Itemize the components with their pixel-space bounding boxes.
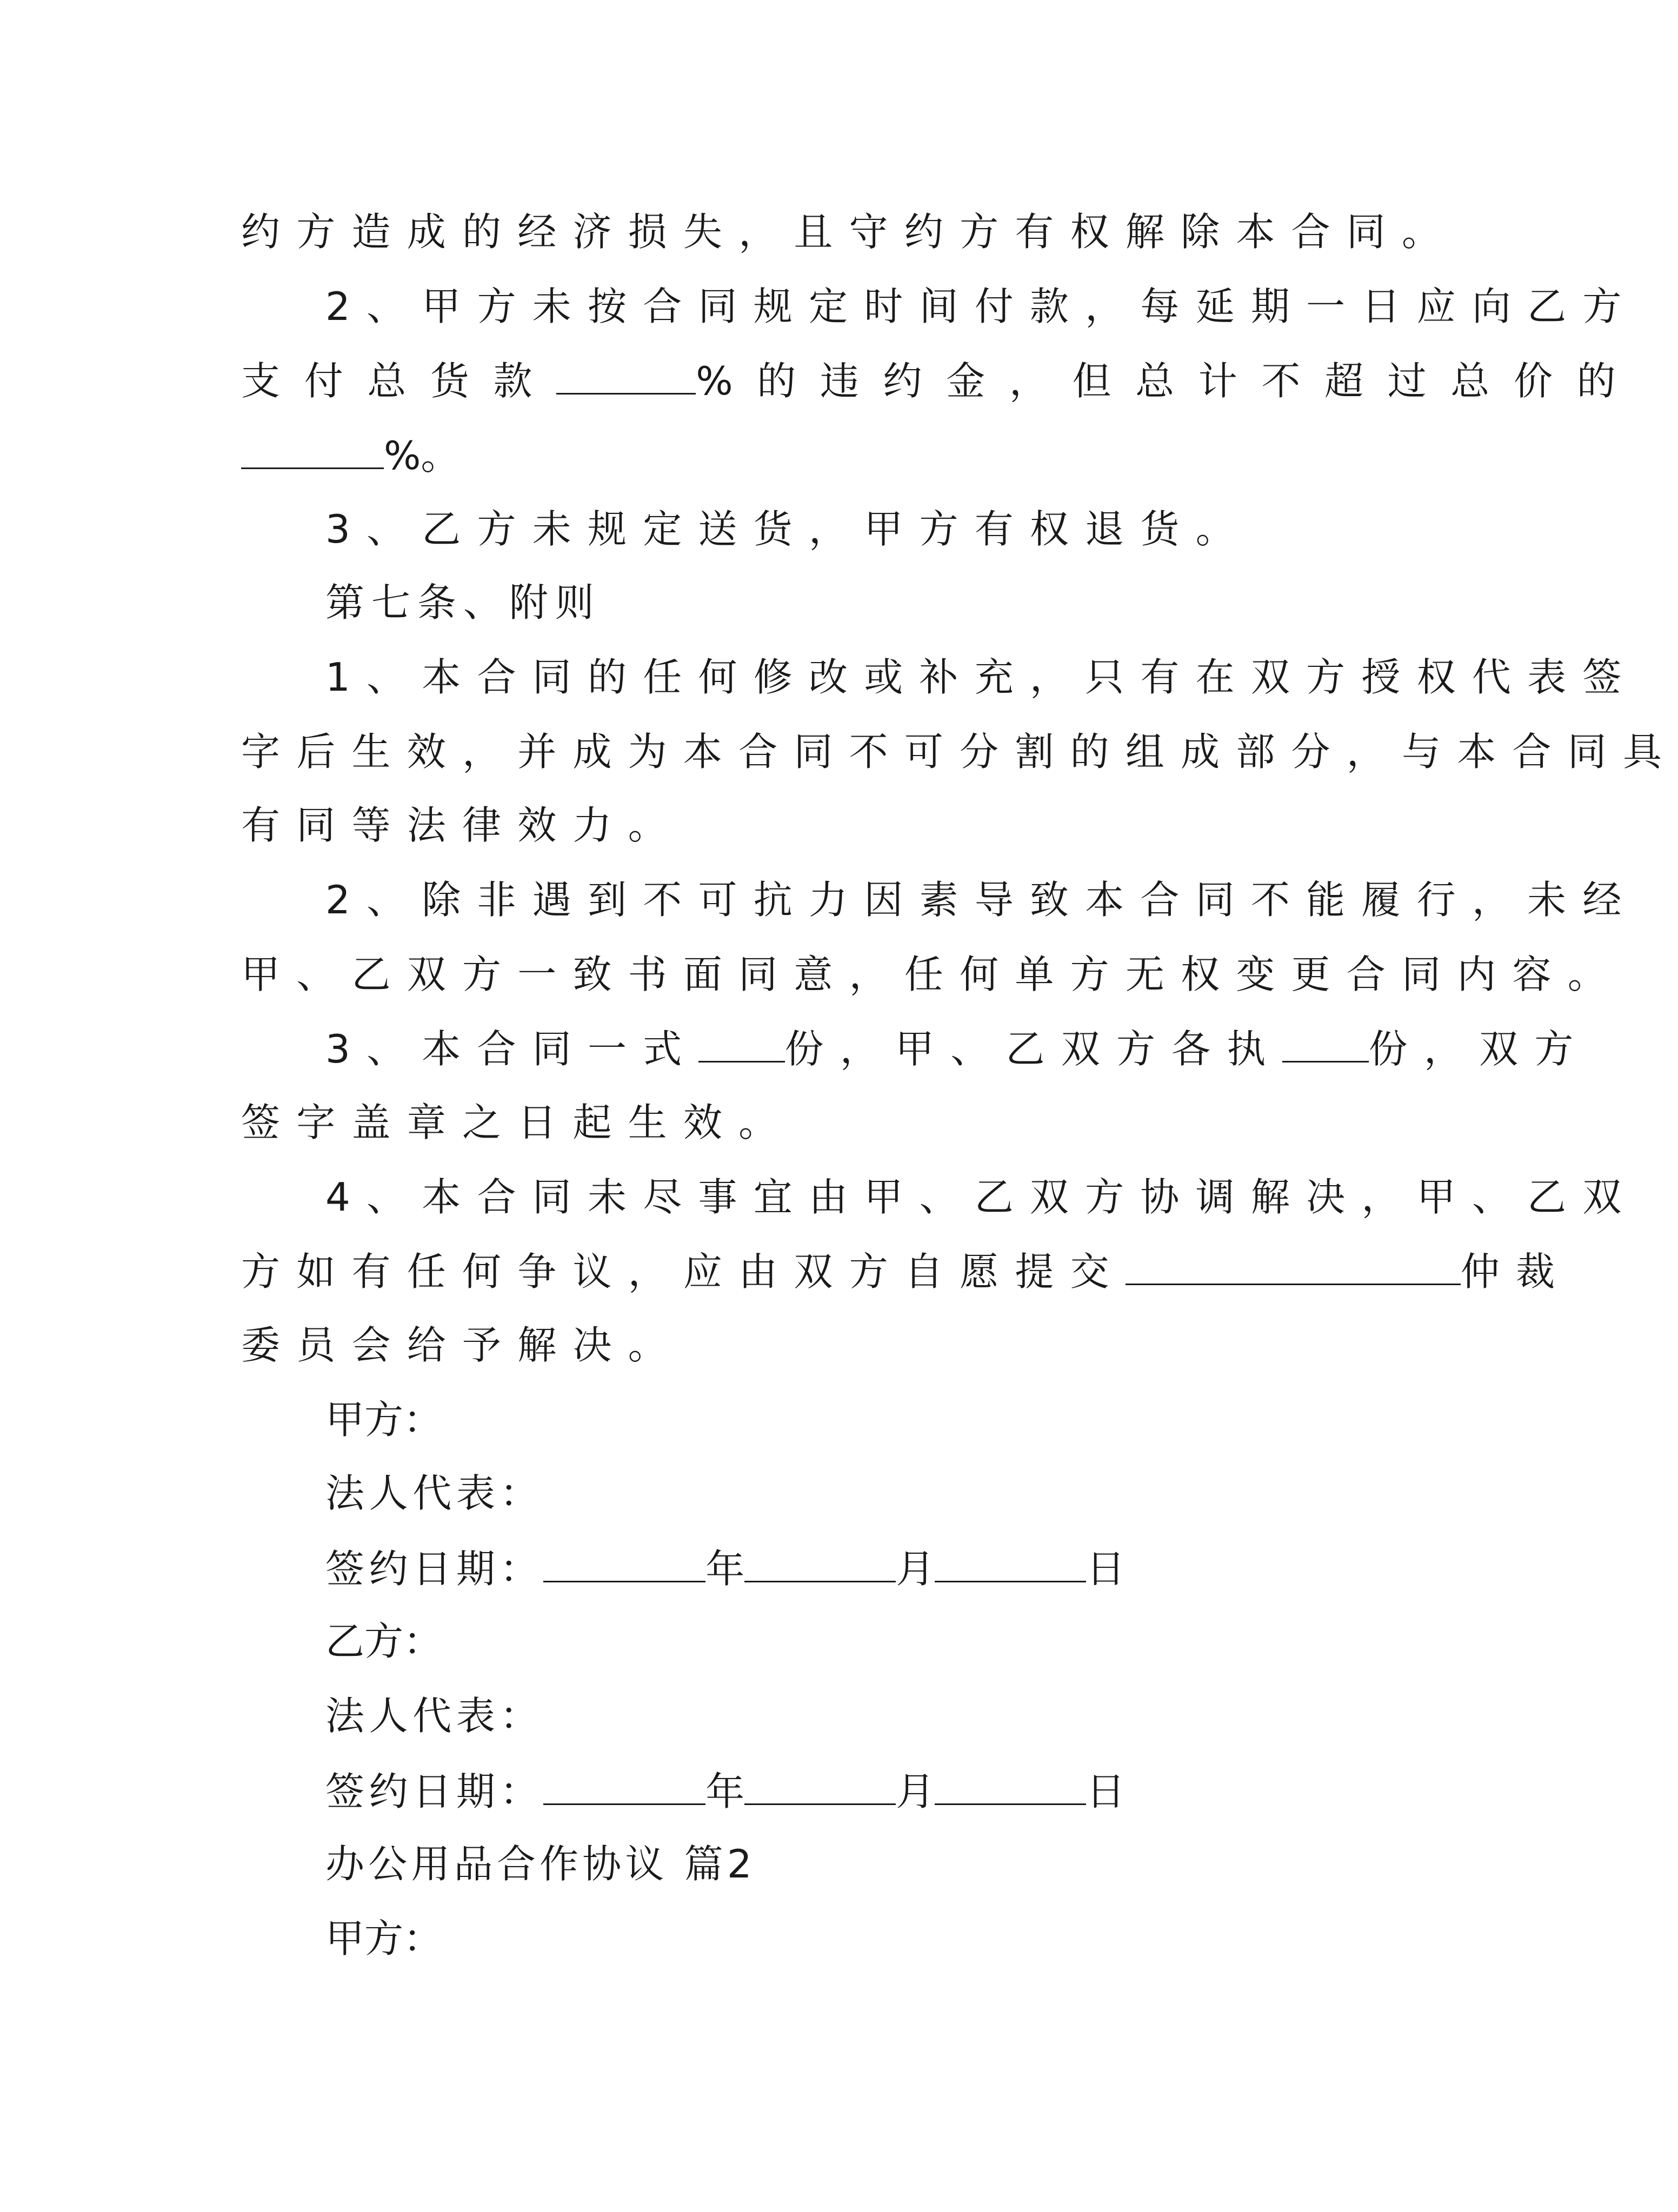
article-7-heading: 第七条、附则	[325, 580, 601, 625]
fill-blank-month[interactable]	[744, 1771, 896, 1805]
clause-2-line-1: 2、甲方未按合同规定时间付款，每延期一日应向乙方	[325, 284, 1638, 329]
legal-rep-b-label: 法人代表：	[325, 1693, 544, 1739]
clause-text: 方如有任何争议，应由双方自愿提交	[241, 1249, 1126, 1294]
day-label: 日	[1086, 1769, 1126, 1814]
legal-rep-a-label: 法人代表：	[325, 1471, 544, 1516]
sign-date-label: 签约日期：	[325, 1546, 544, 1592]
fill-blank-day[interactable]	[935, 1771, 1086, 1805]
clause-text: 仲裁	[1460, 1249, 1572, 1294]
clause-text: 3、本合同一式	[325, 1026, 698, 1072]
paragraph-line: 约方造成的经济损失，且守约方有权解除本合同。	[241, 209, 1457, 255]
month-label: 月	[896, 1769, 935, 1814]
clause-text: 份，甲、乙双方各执	[784, 1026, 1282, 1072]
clause-2-text: %的违约金，但总计不超过总价的	[696, 358, 1640, 404]
fill-blank-day[interactable]	[935, 1548, 1086, 1582]
day-label: 日	[1086, 1546, 1126, 1592]
month-label: 月	[896, 1546, 935, 1592]
article-7-clause-1-line-1: 1、本合同的任何修改或补充，只有在双方授权代表签	[325, 654, 1638, 700]
year-label: 年	[705, 1546, 745, 1592]
sign-date-a	[325, 1546, 1126, 1592]
article-7-clause-1-line-2: 字后生效，并成为本合同不可分割的组成部分，与本合同具	[241, 729, 1678, 774]
clause-2-line-3	[241, 433, 460, 478]
clause-2-text: 支付总货款	[241, 358, 557, 404]
fill-blank-penalty-rate[interactable]	[556, 360, 696, 395]
article-7-clause-3-line-1	[325, 1026, 1590, 1072]
article-7-clause-1-line-3: 有同等法律效力。	[241, 803, 683, 848]
clause-text: 份，双方	[1368, 1026, 1590, 1072]
clause-3: 3、乙方未规定送货，甲方有权退货。	[325, 506, 1251, 552]
fill-blank-copies-each[interactable]	[1282, 1028, 1369, 1062]
article-7-clause-2-line-2: 甲、乙双方一致书面同意，任何单方无权变更合同内容。	[241, 952, 1623, 997]
fill-blank-year[interactable]	[543, 1548, 705, 1582]
fill-blank-month[interactable]	[744, 1548, 896, 1582]
year-label: 年	[705, 1769, 745, 1814]
party-a-label-section-2: 甲方：	[325, 1916, 443, 1961]
fill-blank-copies-total[interactable]	[698, 1028, 785, 1062]
article-7-clause-4-line-1: 4、本合同未尽事宜由甲、乙双方协调解决，甲、乙双	[325, 1174, 1638, 1220]
party-a-label: 甲方：	[325, 1397, 443, 1442]
section-title: 办公用品合作协议 篇2	[325, 1841, 756, 1887]
clause-2-text: %。	[384, 433, 460, 478]
fill-blank-arbitration-body[interactable]	[1126, 1251, 1461, 1285]
article-7-clause-4-line-2	[241, 1249, 1572, 1294]
party-b-label: 乙方：	[325, 1619, 443, 1664]
article-7-clause-4-line-3: 委员会给予解决。	[241, 1322, 683, 1368]
fill-blank-penalty-cap[interactable]	[241, 435, 384, 469]
sign-date-b	[325, 1769, 1126, 1814]
fill-blank-year[interactable]	[543, 1771, 705, 1805]
clause-2-line-2	[241, 358, 1640, 404]
sign-date-label: 签约日期：	[325, 1769, 544, 1814]
article-7-clause-2-line-1: 2、除非遇到不可抗力因素导致本合同不能履行，未经	[325, 877, 1638, 923]
article-7-clause-3-line-2: 签字盖章之日起生效。	[241, 1100, 794, 1145]
